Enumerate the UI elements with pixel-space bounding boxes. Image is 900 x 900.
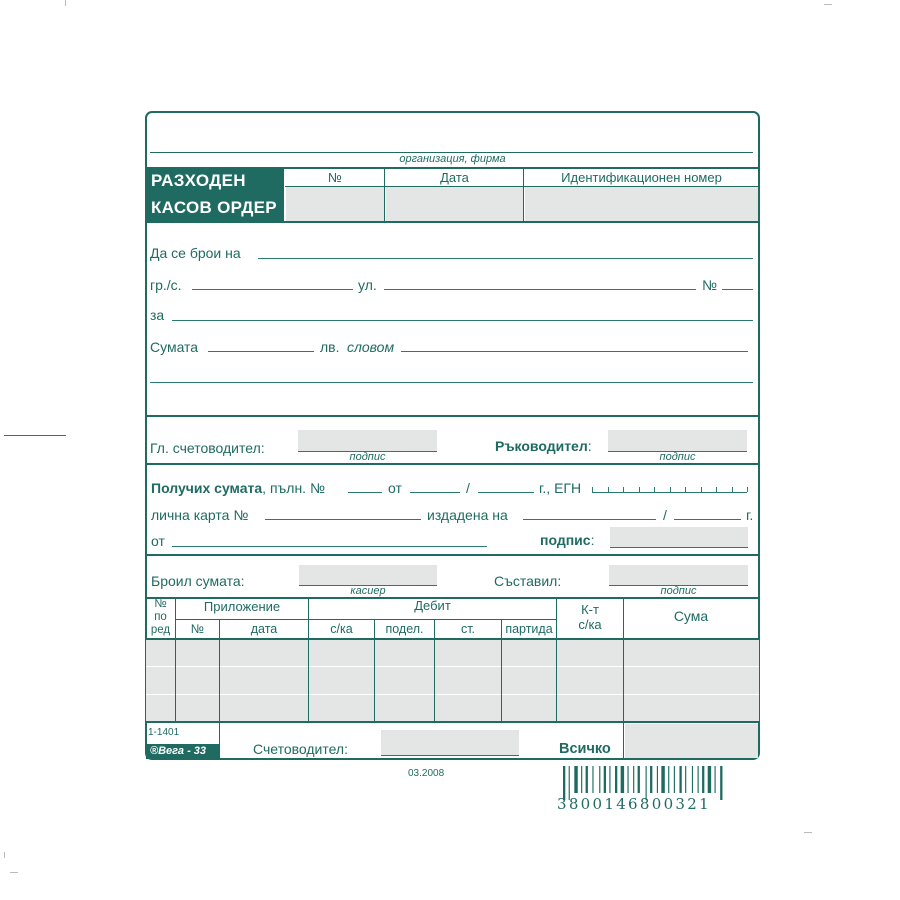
col-batch: партида (505, 622, 553, 636)
words-label: словом (347, 339, 395, 355)
barcode-bar (574, 766, 577, 793)
col-account: с/ка (330, 622, 353, 636)
header-bottom-line (145, 221, 760, 223)
table-row-line (146, 694, 759, 695)
table-bottom-line (145, 721, 760, 723)
cashier-caption: касиер (350, 585, 386, 597)
barcode-bar (638, 766, 640, 793)
section-divider (145, 554, 760, 556)
barcode-bar (650, 766, 652, 793)
compiled-label: Съставил: (494, 573, 562, 589)
chief-accountant-label: Гл. счетоводител: (150, 440, 265, 456)
header-divider (523, 168, 524, 221)
number-field[interactable] (286, 187, 384, 221)
col-sum: Сума (673, 608, 709, 624)
table-col-line (374, 620, 375, 722)
id-number-field[interactable] (525, 187, 758, 221)
date-field[interactable] (386, 187, 523, 221)
issued-by-label: от (151, 533, 165, 549)
col-id-label: Идентификационен номер (561, 170, 722, 185)
barcode-bar (698, 766, 699, 793)
egn-box-tick (701, 487, 702, 492)
proxy-number-line[interactable] (348, 492, 382, 493)
egn-box-tick (592, 487, 593, 492)
table-col-line (219, 620, 220, 722)
received-label: Получих сумата (151, 480, 263, 496)
publisher-badge: ®Вега - 33 (146, 744, 219, 759)
crop-mark (4, 852, 5, 858)
barcode-bar (581, 766, 582, 793)
issued-slash: / (663, 507, 667, 523)
crop-mark (65, 0, 66, 6)
proxy-label: , пълн. № (262, 480, 325, 496)
receipt-signature-colon: : (590, 532, 595, 548)
col-credit: К-т с/ка (578, 602, 602, 632)
barcode-bar (604, 766, 606, 793)
barcode-bar (633, 766, 634, 793)
egn-box-tick (654, 487, 655, 492)
city-line[interactable] (192, 289, 353, 290)
col-row-no: № по ред (150, 598, 171, 636)
barcode-bar (720, 766, 722, 800)
barcode-bar (621, 766, 624, 793)
for-label: за (150, 307, 165, 323)
col-date-label: Дата (440, 170, 469, 185)
print-date: 03.2008 (408, 768, 445, 779)
address-number-line[interactable] (722, 289, 753, 290)
table-col-line (556, 598, 557, 722)
id-card-label: лична карта № (151, 507, 249, 523)
barcode-bar (661, 766, 664, 793)
manager-label-colon: : (587, 438, 592, 454)
col-division: подел. (385, 622, 424, 636)
amount-words-line[interactable] (401, 351, 748, 352)
col-attachment: Приложение (203, 599, 281, 614)
receipt-signature-text: подпис (540, 532, 591, 548)
crop-mark (4, 435, 66, 436)
pay-to-line[interactable] (258, 258, 753, 259)
receipt-signature-field[interactable] (610, 527, 748, 547)
proxy-from-label: от (388, 480, 402, 496)
year-egn-label: г., ЕГН (539, 480, 582, 496)
total-label: Всичко (559, 741, 611, 757)
city-label: гр./с. (150, 277, 182, 293)
accountant-label: Счетоводител: (253, 741, 348, 757)
issued-date-line[interactable] (523, 519, 656, 520)
barcode-bar (685, 766, 686, 793)
receipt-signature-line (610, 547, 748, 548)
egn-box-tick (670, 487, 671, 492)
section-divider (145, 415, 760, 417)
barcode-bar (702, 766, 704, 793)
barcode-bar (615, 766, 617, 793)
table-body[interactable] (146, 640, 759, 722)
crop-mark (10, 872, 18, 873)
amount-line[interactable] (208, 351, 314, 352)
manager-label (495, 438, 592, 454)
section-divider (145, 463, 760, 465)
manager-signature-field[interactable] (608, 430, 747, 451)
egn-boxes[interactable] (592, 492, 747, 493)
table-row-line (146, 666, 759, 667)
receipt-signature-label (540, 532, 594, 548)
col-article: ст. (460, 622, 476, 636)
egn-box-tick (608, 487, 609, 492)
footer-divider (623, 722, 624, 759)
street-label: ул. (358, 277, 377, 293)
barcode-bar (692, 766, 693, 793)
compiled-signature-field[interactable] (609, 565, 748, 585)
barcode-bar (668, 766, 669, 793)
pay-to-label: Да се брои на (150, 245, 241, 261)
egn-box-tick (732, 487, 733, 492)
issued-by-line[interactable] (172, 546, 487, 547)
egn-box-tick (639, 487, 640, 492)
manager-label-text: Ръководител (495, 438, 588, 454)
col-debit: Дебит (414, 598, 451, 613)
total-field[interactable] (625, 724, 758, 758)
id-card-line[interactable] (265, 519, 421, 520)
issued-year-line[interactable] (674, 519, 741, 520)
title-line-1: РАЗХОДЕН (151, 171, 246, 190)
form-code: 1-1401 (148, 727, 180, 738)
table-col-line (501, 620, 502, 722)
table-col-line (308, 598, 309, 722)
header-divider (384, 168, 385, 221)
for-line[interactable] (172, 320, 753, 321)
proxy-year-line[interactable] (478, 492, 534, 493)
counted-label: Броил сумата: (151, 573, 245, 589)
currency-label: лв. (320, 339, 340, 355)
org-caption: организация, фирма (399, 153, 506, 165)
barcode-number: 3800146800321 (557, 795, 711, 813)
proxy-date-line[interactable] (410, 492, 460, 493)
barcode-bar (586, 766, 588, 793)
title-line-2: КАСОВ ОРДЕР (151, 198, 277, 217)
issued-year-label: г. (746, 507, 754, 523)
egn-box-tick (685, 487, 686, 492)
col-att-date: дата (250, 622, 278, 636)
barcode-bar (609, 766, 610, 793)
received-line (151, 480, 325, 496)
footer-divider (219, 722, 220, 759)
col-number-label: № (328, 170, 342, 185)
egn-box-tick (716, 487, 717, 492)
issued-label: издадена на (427, 507, 508, 523)
col-att-no: № (190, 622, 205, 636)
accountant-signature-field[interactable] (381, 730, 519, 755)
date-slash: / (466, 480, 470, 496)
table-col-line (434, 620, 435, 722)
accountant-signature-line (381, 755, 519, 756)
signature-caption: подпис (349, 451, 386, 463)
barcode-bar (715, 766, 716, 793)
egn-box-tick (747, 487, 748, 492)
address-number-label: № (702, 277, 718, 293)
table-col-line (623, 598, 624, 722)
egn-box-tick (623, 487, 624, 492)
barcode-bar (599, 766, 600, 793)
cashier-signature-field[interactable] (299, 565, 437, 585)
barcode-bar (627, 766, 628, 793)
signature-caption: подпис (659, 451, 696, 463)
barcode-bar (674, 766, 675, 793)
barcode-bar (592, 766, 593, 793)
street-line[interactable] (384, 289, 696, 290)
amount-words-line-2[interactable] (150, 382, 753, 383)
crop-mark (804, 832, 812, 833)
table-subheader-line (176, 619, 556, 620)
barcode-bar (679, 766, 681, 793)
crop-mark (824, 4, 832, 5)
barcode-bar (657, 766, 658, 793)
signature-caption: подпис (660, 585, 697, 597)
barcode-bar (708, 766, 711, 793)
amount-label: Сумата (150, 339, 199, 355)
chief-accountant-signature-field[interactable] (298, 430, 437, 451)
table-col-line (175, 598, 176, 722)
